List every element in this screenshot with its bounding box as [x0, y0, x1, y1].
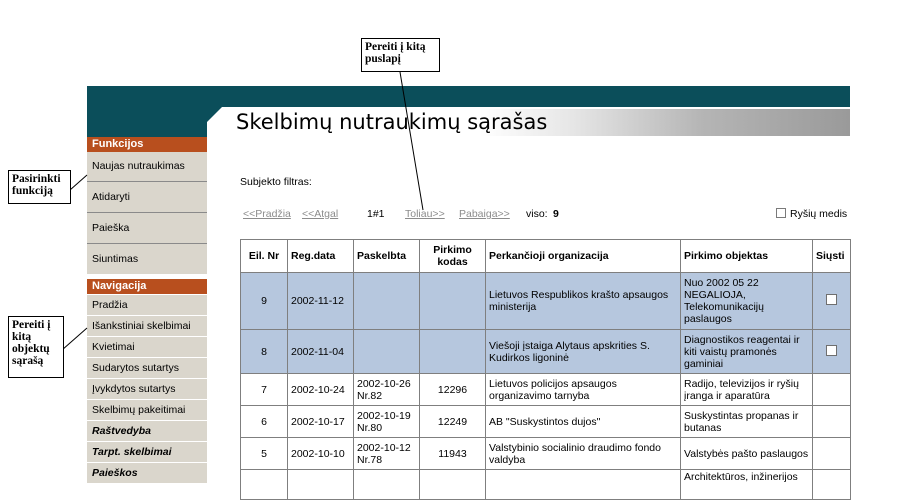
relations-tree-checkbox[interactable]	[776, 208, 786, 218]
cell-org: Viešoji įstaiga Alytaus apskrities S. Kudirkos ligoninė	[486, 330, 681, 374]
pager-current: 1#1	[367, 208, 385, 220]
sidebar-item-search[interactable]: Paieška	[87, 213, 207, 244]
cell-object: Architektūros, inžinerijos	[681, 470, 813, 500]
cell-row-number: 6	[241, 406, 288, 438]
cell-reg-date: 2002-10-24	[288, 374, 354, 406]
cell-org: AB "Suskystintos dujos"	[486, 406, 681, 438]
cell-published	[354, 330, 420, 374]
cell-reg-date: 2002-11-12	[288, 273, 354, 330]
header-reg-date[interactable]: Reg.data	[288, 240, 354, 273]
sidebar-section-searches[interactable]: Paieškos	[87, 463, 207, 484]
cell-object: Radijo, televizijos ir ryšių įranga ir aparatūra	[681, 374, 813, 406]
cell-reg-date	[288, 470, 354, 500]
cell-object: Suskystintas propanas ir butanas	[681, 406, 813, 438]
cell-reg-date: 2002-10-10	[288, 438, 354, 470]
sidebar-item-invitations[interactable]: Kvietimai	[87, 337, 207, 358]
pager-first-link[interactable]: <<Pradžia	[243, 208, 291, 220]
sidebar-section-records[interactable]: Raštvedyba	[87, 421, 207, 442]
cell-send	[813, 374, 851, 406]
navigation-header: Navigacija	[87, 279, 207, 294]
page-title: Skelbimų nutraukimų sąrašas	[236, 110, 548, 134]
header-procurement-object[interactable]: Pirkimo objektas	[681, 240, 813, 273]
cell-send	[813, 438, 851, 470]
cell-send	[813, 273, 851, 330]
cell-code	[420, 470, 486, 500]
send-checkbox[interactable]	[826, 345, 837, 356]
sidebar-item-sending[interactable]: Siuntimas	[87, 244, 207, 275]
cell-object: Valstybės pašto paslaugos	[681, 438, 813, 470]
table-row[interactable]	[241, 330, 851, 374]
header-row-number[interactable]: Eil. Nr	[241, 240, 288, 273]
cell-send	[813, 470, 851, 500]
sidebar-item-open[interactable]: Atidaryti	[87, 182, 207, 213]
sidebar-item-prior-notices[interactable]: Išankstiniai skelbimai	[87, 316, 207, 337]
cell-send	[813, 330, 851, 374]
send-checkbox[interactable]	[826, 294, 837, 305]
table-row[interactable]	[241, 470, 851, 500]
table-row[interactable]	[241, 406, 851, 438]
table-row[interactable]	[241, 438, 851, 470]
sidebar-item-signed-contracts[interactable]: Sudarytos sutartys	[87, 358, 207, 379]
cell-row-number: 9	[241, 273, 288, 330]
pager-next-link[interactable]: Toliau>>	[405, 208, 445, 220]
cell-published	[354, 273, 420, 330]
cell-code: 12296	[420, 374, 486, 406]
header-published[interactable]: Paskelbta	[354, 240, 420, 273]
subject-filter-label: Subjekto filtras:	[240, 176, 312, 188]
cell-row-number: 8	[241, 330, 288, 374]
cell-send	[813, 406, 851, 438]
callout-line-select-function	[70, 175, 87, 190]
callout-line-page-nav	[400, 72, 423, 210]
cell-code: 12249	[420, 406, 486, 438]
sidebar-item-home[interactable]: Pradžia	[87, 295, 207, 316]
pager-prev-link[interactable]: <<Atgal	[302, 208, 339, 220]
cell-code	[420, 330, 486, 374]
sidebar-item-completed-contracts[interactable]: Įvykdytos sutartys	[87, 379, 207, 400]
cell-reg-date: 2002-11-04	[288, 330, 354, 374]
cell-code	[420, 273, 486, 330]
cell-org: Lietuvos Respublikos krašto apsaugos ministerija	[486, 273, 681, 330]
sidebar-item-new-termination[interactable]: Naujas nutraukimas	[87, 152, 207, 182]
pager-total-value: 9	[553, 208, 559, 220]
cell-published: 2002-10-12 Nr.78	[354, 438, 420, 470]
callout-line-object-list	[62, 328, 87, 350]
cell-row-number: 7	[241, 374, 288, 406]
cell-published	[354, 470, 420, 500]
table-row[interactable]	[241, 273, 851, 330]
relations-tree-label: Ryšių medis	[790, 208, 848, 220]
terminations-table	[240, 239, 851, 500]
header-send[interactable]: Siųsti	[813, 240, 851, 273]
header-contracting-org[interactable]: Perkančioji organizacija	[486, 240, 681, 273]
table-row[interactable]	[241, 374, 851, 406]
header-procurement-code[interactable]: Pirkimo kodas	[420, 240, 486, 273]
callout-page-nav: Pereiti į kitą puslapį	[361, 38, 440, 72]
cell-object: Nuo 2002 05 22 NEGALIOJA, Telekomunikacijų paslaugos	[681, 273, 813, 330]
cell-row-number	[241, 470, 288, 500]
functions-header: Funkcijos	[87, 137, 207, 152]
cell-object: Diagnostikos reagentai ir kiti vaistų pramonės gaminiai	[681, 330, 813, 374]
cell-org: Valstybinio socialinio draudimo fondo valdyba	[486, 438, 681, 470]
cell-code: 11943	[420, 438, 486, 470]
sidebar-item-notice-changes[interactable]: Skelbimų pakeitimai	[87, 400, 207, 421]
cell-org	[486, 470, 681, 500]
pager-last-link[interactable]: Pabaiga>>	[459, 208, 510, 220]
callout-object-list: Pereiti į kitą objektų sąrašą	[8, 316, 64, 378]
table-header-row	[241, 240, 851, 273]
callout-select-function: Pasirinkti funkciją	[8, 170, 71, 204]
sidebar-section-intl-notices[interactable]: Tarpt. skelbimai	[87, 442, 207, 463]
cell-published: 2002-10-19 Nr.80	[354, 406, 420, 438]
cell-published: 2002-10-26 Nr.82	[354, 374, 420, 406]
pager-total-label: viso:	[526, 208, 548, 220]
cell-reg-date: 2002-10-17	[288, 406, 354, 438]
cell-row-number: 5	[241, 438, 288, 470]
cell-org: Lietuvos policijos apsaugos organizavimo tarnyba	[486, 374, 681, 406]
